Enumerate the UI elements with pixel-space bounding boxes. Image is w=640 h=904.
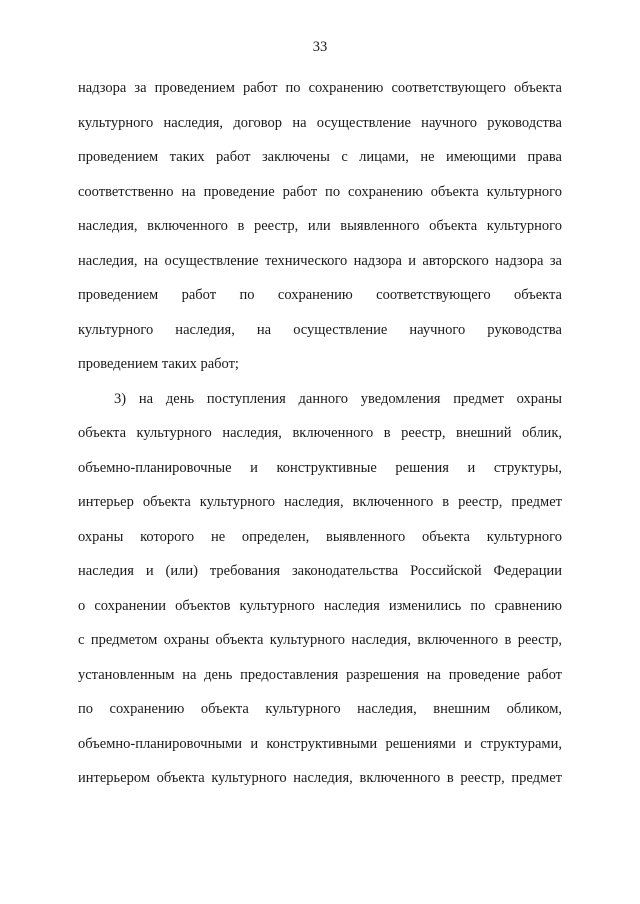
text-line: с предметом охраны объекта культурного наследия, включенного в реестр, [78,632,562,648]
text-line: культурного наследия, на осуществление научного руководства [78,321,562,338]
text-line: проведением работ по сохранению соответствующего объекта [78,287,562,303]
text-line: культурного наследия, договор на осуществление научного руководства [78,114,562,131]
text-line: надзора за проведением работ по сохранению соответствующего объекта [78,80,562,96]
document-body [78,78,562,803]
text-line: наследия, на осуществление технического надзора и авторского надзора за [78,252,562,269]
text-line: интерьер объекта культурного наследия, включенного в реестр, предмет [78,494,562,510]
text-line: проведением таких работ; [78,356,239,372]
text-line: по сохранению объекта культурного наследия, внешним обликом, [78,701,562,717]
text-line: объекта культурного наследия, включенного в реестр, внешний облик, [78,425,562,441]
text-line: объемно-планировочными и конструктивными решениями и структурами, [78,735,562,752]
text-line: установленным на день предоставления разрешения на проведение работ [78,666,562,683]
text-line: объемно-планировочные и конструктивные решения и структуры, [78,459,562,476]
text-line: наследия и (или) требования законодательства Российской Федерации [78,563,562,579]
text-line: охраны которого не определен, выявленного объекта культурного [78,528,562,545]
text-line: наследия, включенного в реестр, или выявленного объекта культурного [78,218,562,234]
text-line: проведением таких работ заключены с лицами, не имеющими права [78,149,562,165]
text-line: 3) на день поступления данного уведомления предмет охраны [114,390,562,407]
paragraph-1 [78,78,562,389]
text-line: о сохранении объектов культурного наследия изменились по сравнению [78,597,562,614]
paragraph-2 [78,389,562,803]
text-line: интерьером объекта культурного наследия, включенного в реестр, предмет [78,770,562,786]
page-number: 33 [312,39,328,55]
text-line: соответственно на проведение работ по сохранению объекта культурного [78,183,562,200]
